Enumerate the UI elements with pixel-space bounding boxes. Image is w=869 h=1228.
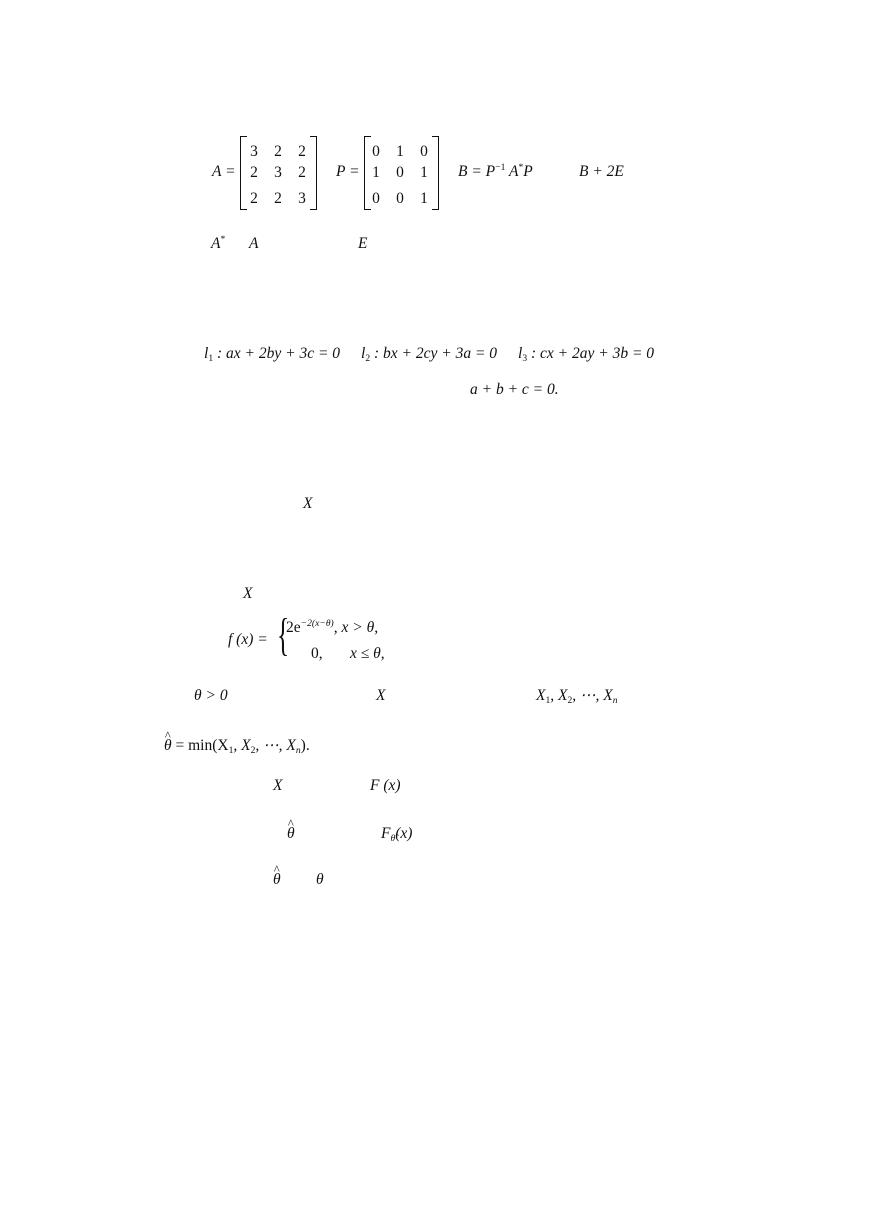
line-l1	[204, 345, 341, 365]
X: , ⋯, X	[572, 687, 613, 704]
line-l2	[361, 345, 498, 365]
variable-X: X	[243, 585, 253, 602]
l-letter: l	[518, 345, 523, 362]
cdf-F-theta-hat	[381, 825, 413, 845]
B-definition	[458, 164, 533, 180]
B-plus-2E: B + 2E	[579, 163, 624, 180]
density-lhs: f (x) =	[228, 631, 268, 648]
matrix-P-cell: 0	[372, 143, 380, 160]
coef: 2e	[286, 619, 301, 636]
variable-X: X	[273, 777, 283, 794]
cdf-F: F (x)	[370, 777, 401, 794]
matrix-A-cell: 3	[250, 143, 258, 160]
right-bracket	[432, 136, 439, 210]
F: F	[381, 825, 391, 842]
theta-hat: ^ θ	[164, 738, 172, 754]
theta-hat	[273, 872, 281, 888]
theta-hat	[287, 826, 295, 842]
condition-sum: a + b + c = 0.	[470, 381, 559, 398]
subscript: 2	[365, 353, 371, 365]
B-lhs: B = P	[458, 163, 496, 180]
adjugate-star: *	[220, 234, 226, 246]
theta: θ	[316, 871, 324, 888]
l-letter: l	[204, 345, 209, 362]
X: , ⋯, X	[255, 737, 296, 754]
density-case-2-value: 0,	[311, 645, 323, 662]
matrix-P-cell: 0	[396, 190, 404, 207]
X: X	[536, 687, 546, 704]
B-P: P	[523, 163, 533, 180]
matrix-P-cell: 0	[396, 164, 404, 181]
matrix-A-cell: 2	[298, 164, 306, 181]
theta-hat-symbol: ^ θ	[273, 872, 281, 888]
l-letter: l	[361, 345, 366, 362]
subscript: 2	[567, 695, 573, 707]
matrix-A	[240, 136, 318, 212]
matrix-P-cell: 1	[372, 164, 380, 181]
equation: : cx + 2ay + 3b = 0	[527, 345, 655, 362]
matrix-A-cell: 3	[274, 164, 282, 181]
matrix-A-cell: 2	[250, 164, 258, 181]
matrix-P-label: P =	[336, 163, 360, 180]
variable-X: X	[376, 687, 386, 704]
theta-hat-symbol: ^ θ	[287, 826, 295, 842]
subscript: 2	[250, 745, 256, 757]
X: , X	[550, 687, 568, 704]
left-brace: {	[277, 609, 290, 660]
equation: : bx + 2cy + 3a = 0	[370, 345, 498, 362]
subscript: 3	[522, 353, 528, 365]
matrix-P-cell: 0	[372, 190, 380, 207]
equation: : ax + 2by + 3c = 0	[213, 345, 341, 362]
matrix-P-cell: 1	[420, 190, 428, 207]
adjugate-star: *	[518, 162, 524, 174]
B-A: A	[505, 163, 519, 180]
theta-positive: θ > 0	[194, 687, 228, 704]
subscript: 1	[545, 695, 551, 707]
matrix-P	[364, 136, 442, 212]
argument: (x)	[395, 825, 413, 842]
exponent: −2(x−θ)	[300, 618, 334, 630]
matrix-P-cell: 1	[396, 143, 404, 160]
matrix-A-cell: 2	[274, 190, 282, 207]
inverse-exponent: −1	[495, 162, 506, 174]
matrix-A-cell: 3	[298, 190, 306, 207]
subscript: n	[295, 745, 301, 757]
line-l3	[518, 345, 655, 365]
closing: ).	[300, 737, 310, 754]
subscript: 1	[208, 353, 214, 365]
matrix-P-cell: 1	[420, 164, 428, 181]
matrix-P-cell: 0	[420, 143, 428, 160]
right-bracket	[310, 136, 317, 210]
subscript: 1	[228, 745, 234, 757]
condition: , x > θ,	[333, 619, 379, 636]
matrix-A-cell: 2	[298, 143, 306, 160]
variable-X: X	[303, 495, 313, 512]
matrix-A-cell: 2	[274, 143, 282, 160]
estimator-definition	[164, 737, 310, 757]
subscript: θ̂	[390, 833, 396, 845]
subscript: n	[612, 695, 618, 707]
sample-list	[536, 687, 618, 707]
A-letter: A	[211, 235, 221, 252]
matrix-A-label: A =	[212, 163, 236, 180]
E-variable: E	[358, 235, 368, 252]
X: , X	[233, 737, 251, 754]
density-case-1	[286, 620, 378, 636]
A-variable: A	[249, 235, 259, 252]
A-adjugate	[211, 236, 225, 252]
matrix-A-cell: 2	[250, 190, 258, 207]
min: = min(X	[171, 737, 229, 754]
density-case-2-condition: x ≤ θ,	[350, 645, 385, 662]
